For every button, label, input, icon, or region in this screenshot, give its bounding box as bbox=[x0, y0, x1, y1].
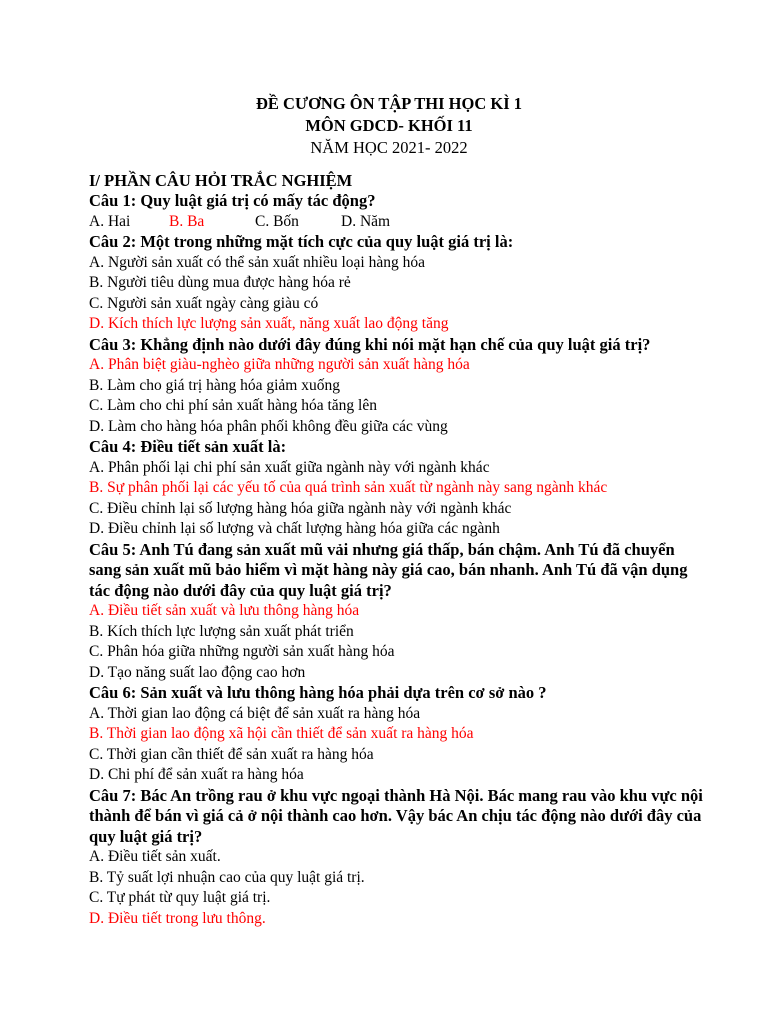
section-title: I/ PHẦN CÂU HỎI TRẮC NGHIỆM bbox=[89, 171, 353, 190]
question-text: Câu 2: Một trong những mặt tích cực của quy luật giá trị là: bbox=[89, 232, 514, 251]
answer-option: B. Ba bbox=[169, 212, 205, 230]
answer-option: A. Hai bbox=[89, 212, 131, 230]
document-title: ĐỀ CƯƠNG ÔN TẬP THI HỌC KÌ 1 bbox=[255, 94, 523, 113]
document-header bbox=[89, 93, 689, 159]
correct-answer-option: D. Kích thích lực lượng sản xuất, năng xuất lao động tăng bbox=[89, 315, 449, 332]
question-text: Câu 6: Sản xuất và lưu thông hàng hóa phải dựa trên cơ sở nào ? bbox=[89, 683, 547, 702]
subject-line: MÔN GDCD- KHỐI 11 bbox=[305, 116, 473, 135]
correct-answer-option: B. Thời gian lao động xã hội cần thiết để sản xuất ra hàng hóa bbox=[89, 725, 474, 742]
answer-option: A. Người sản xuất có thể sản xuất nhiều loại hàng hóa bbox=[89, 253, 425, 271]
answer-option: D. Năm bbox=[341, 212, 391, 230]
question-text: Câu 1: Quy luật giá trị có mấy tác động? bbox=[89, 191, 376, 210]
correct-answer-option: D. Điều tiết trong lưu thông. bbox=[89, 909, 266, 927]
answer-option: B. Làm cho giá trị hàng hóa giảm xuống bbox=[89, 376, 340, 394]
question-text: Câu 5: Anh Tú đang sản xuất mũ vải nhưng giá thấp, bán chậm. Anh Tú đã chuyển sang sản xuất mũ bảo hiểm vì mặt hàng này giá cao, bán nhanh. Anh Tú đã vận dụng tác động nào dưới đây của quy luật giá trị? bbox=[89, 539, 688, 600]
answer-option: A. Phân phối lại chi phí sản xuất giữa ngành này với ngành khác bbox=[89, 458, 490, 476]
question-block bbox=[89, 540, 708, 684]
answer-option: C. Điều chỉnh lại số lượng hàng hóa giữa ngành này với ngành khác bbox=[89, 499, 512, 517]
answer-option: C. Bốn bbox=[255, 212, 299, 230]
question-text: Câu 3: Khẳng định nào dưới đây đúng khi nói mặt hạn chế của quy luật giá trị? bbox=[89, 334, 651, 354]
question-block bbox=[89, 683, 708, 786]
answer-option: D. Làm cho hàng hóa phân phối không đều giữa các vùng bbox=[89, 417, 448, 435]
answer-option: C. Tự phát từ quy luật giá trị. bbox=[89, 889, 271, 906]
question-list bbox=[89, 191, 708, 929]
question-text: Câu 7: Bác An trồng rau ở khu vực ngoại thành Hà Nội. Bác mang rau vào khu vực nội thành để bán vì giá cả ở nội thành cao hơn. Vậy bác An chịu tác động nào dưới đây của quy luật giá trị? bbox=[89, 785, 703, 846]
answer-option: C. Thời gian cần thiết để sản xuất ra hàng hóa bbox=[89, 745, 374, 763]
answer-option: D. Chi phí để sản xuất ra hàng hóa bbox=[89, 766, 304, 783]
answer-option: C. Người sản xuất ngày càng giàu có bbox=[89, 294, 319, 312]
answer-option: D. Tạo năng suất lao động cao hơn bbox=[89, 663, 306, 681]
question-block bbox=[89, 335, 708, 438]
question-block bbox=[89, 191, 708, 232]
school-year-line: NĂM HỌC 2021- 2022 bbox=[310, 138, 468, 157]
answer-option: D. Điều chỉnh lại số lượng và chất lượng hàng hóa giữa các ngành bbox=[89, 520, 500, 537]
answer-option: A. Thời gian lao động cá biệt để sản xuất ra hàng hóa bbox=[89, 704, 421, 722]
answer-option: B. Người tiêu dùng mua được hàng hóa rẻ bbox=[89, 274, 351, 291]
correct-answer-option: A. Điều tiết sản xuất và lưu thông hàng hóa bbox=[89, 602, 360, 619]
answer-option: A. Điều tiết sản xuất. bbox=[89, 848, 221, 865]
correct-answer-option: A. Phân biệt giàu-nghèo giữa những người sản xuất hàng hóa bbox=[89, 356, 470, 373]
answer-option: B. Tỷ suất lợi nhuận cao của quy luật giá trị. bbox=[89, 868, 365, 886]
question-block bbox=[89, 437, 708, 540]
question-block bbox=[89, 232, 708, 335]
answer-option: C. Làm cho chi phí sản xuất hàng hóa tăng lên bbox=[89, 397, 377, 414]
question-text: Câu 4: Điều tiết sản xuất là: bbox=[89, 437, 287, 456]
question-block bbox=[89, 786, 708, 930]
answer-option: C. Phân hóa giữa những người sản xuất hàng hóa bbox=[89, 643, 395, 660]
correct-answer-option: B. Sự phân phối lại các yếu tố của quá trình sản xuất từ ngành này sang ngành khác bbox=[89, 479, 608, 496]
answer-options-row bbox=[89, 212, 708, 233]
answer-option: B. Kích thích lực lượng sản xuất phát triển bbox=[89, 622, 354, 640]
